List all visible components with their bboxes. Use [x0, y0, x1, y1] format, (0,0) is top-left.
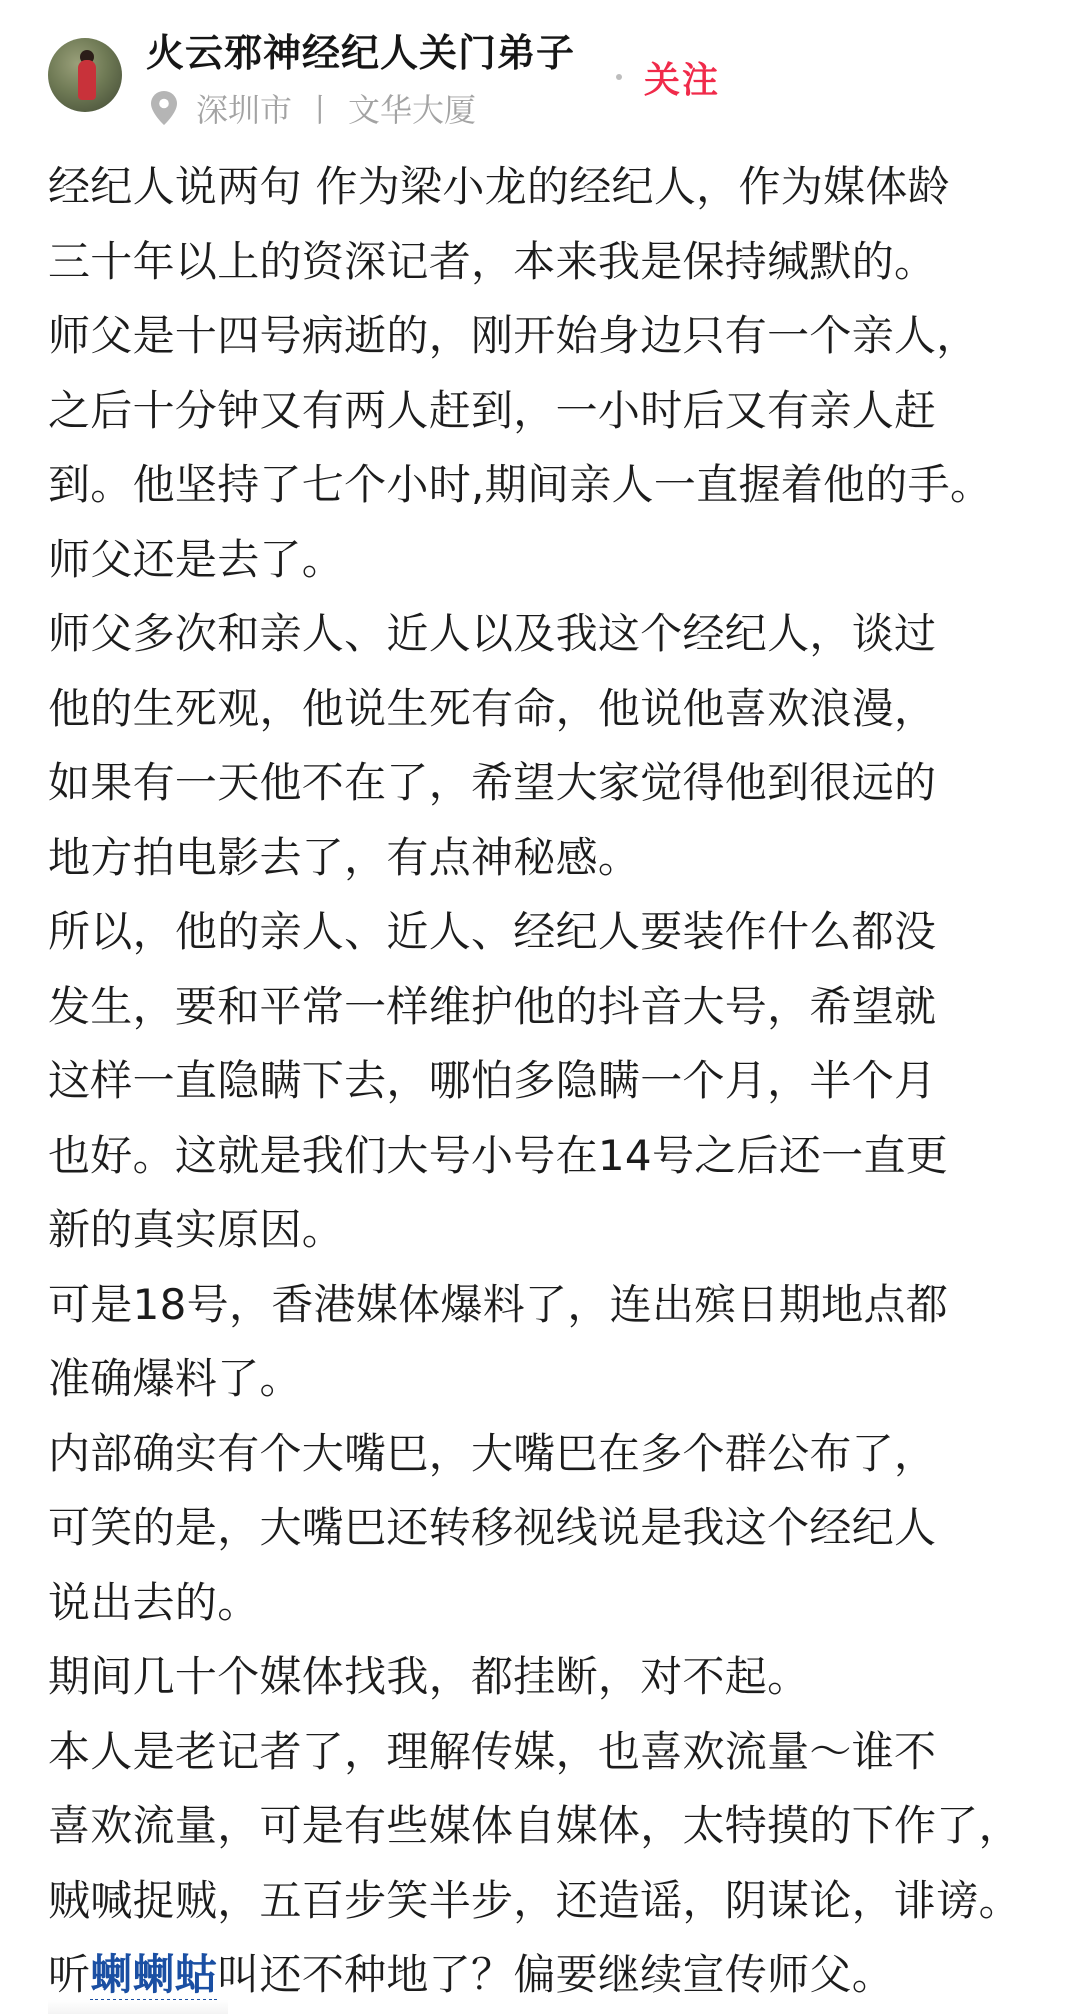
- user-name[interactable]: 火云邪神经纪人关门弟子: [146, 31, 576, 75]
- location-info[interactable]: [150, 86, 476, 130]
- last-line-suffix: 叫还不种地了？偏要继续宣传师父。: [217, 1950, 895, 1999]
- post-header: [0, 0, 1079, 140]
- post-line: 师父是十四号病逝的，刚开始身边只有一个亲人，: [48, 311, 979, 360]
- truncated-content-edge: [48, 2000, 228, 2014]
- post-line: 发生，要和平常一样维护他的抖音大号，希望就: [48, 981, 937, 1031]
- avatar[interactable]: [48, 38, 122, 112]
- location-place: 文华大厦: [348, 91, 477, 129]
- location-city: 深圳市: [196, 91, 293, 129]
- post-line: 经纪人说两句 作为梁小龙的经纪人，作为媒体龄: [48, 162, 950, 211]
- post-line: 地方拍电影去了，有点神秘感。: [48, 832, 641, 882]
- follow-separator-dot: [616, 74, 622, 80]
- post-line: 本人是老记者了，理解传媒，也喜欢流量～谁不: [48, 1726, 937, 1776]
- post-line: 师父多次和亲人、近人以及我这个经纪人，谈过: [48, 609, 937, 658]
- post-body: [48, 150, 1048, 2013]
- post-line: 如果有一天他不在了，希望大家觉得他到很远的: [48, 758, 937, 807]
- post-line: 这样一直隐瞒下去，哪怕多隐瞒一个月，半个月: [48, 1056, 937, 1105]
- post-line: 也好。这就是我们大号小号在14号之后还一直更: [48, 1130, 949, 1180]
- post-line: 师父还是去了。: [48, 534, 345, 584]
- post-line: 期间几十个媒体找我，都挂断，对不起。: [48, 1652, 810, 1701]
- post-line: 喜欢流量，可是有些媒体自媒体，太特摸的下作了，: [48, 1801, 1021, 1850]
- post-line: 三十年以上的资深记者，本来我是保持缄默的。: [48, 236, 937, 286]
- post-line: 新的真实原因。: [48, 1205, 345, 1254]
- location-pin-icon: [150, 90, 178, 126]
- post-line: 贼喊捉贼，五百步笑半步，还造谣，阴谋论，诽谤。: [48, 1875, 1021, 1925]
- post-line: 准确爆料了。: [48, 1354, 302, 1403]
- avatar-figure-body: [78, 60, 96, 100]
- last-line-prefix: 听: [48, 1950, 91, 1999]
- post-line: 说出去的。: [48, 1577, 260, 1627]
- post-line: 之后十分钟又有两人赶到，一小时后又有亲人赶: [48, 385, 937, 435]
- follow-button[interactable]: 关注: [644, 60, 721, 101]
- location-separator: 丨: [304, 91, 337, 129]
- post-line: 可是18号，香港媒体爆料了，连出殡日期地点都: [48, 1279, 949, 1329]
- post-line: 他的生死观，他说生死有命，他说他喜欢浪漫，: [48, 683, 937, 733]
- topic-link[interactable]: 蝲蝲蛄: [90, 1950, 217, 2002]
- post-line: 所以，他的亲人、近人、经纪人要装作什么都没: [48, 907, 937, 956]
- post-line: 内部确实有个大嘴巴，大嘴巴在多个群公布了，: [48, 1428, 937, 1478]
- post-line: 到。他坚持了七个小时,期间亲人一直握着他的手。: [48, 460, 993, 509]
- post-line: 可笑的是，大嘴巴还转移视线说是我这个经纪人: [48, 1503, 937, 1552]
